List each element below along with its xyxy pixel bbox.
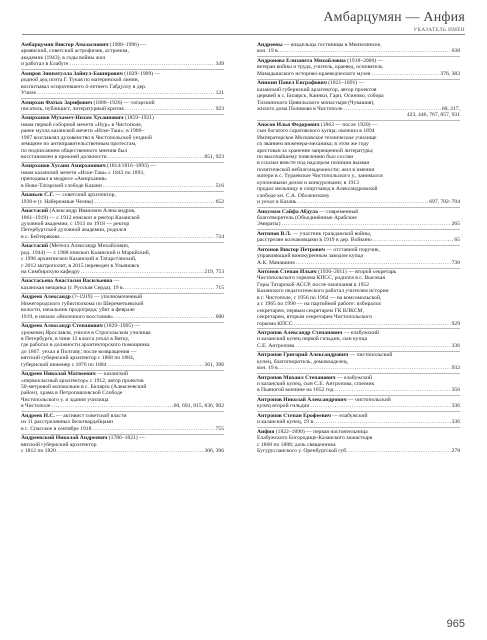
entry-line-text: [257, 260, 295, 266]
entry-text: сын богатого саратовского купца; окончил в 1894: [257, 128, 375, 135]
index-entry: [21, 192, 224, 205]
entry-text: духовной академии, с 1913 по 1918 — ректор: [21, 220, 130, 227]
index-entry: [21, 71, 224, 97]
entry-text: — активист советской власти: [54, 412, 127, 419]
page-reference: 516: [215, 182, 224, 189]
dot-leader: [108, 154, 204, 160]
entry-text: (1930–2011) — второй секретарь: [316, 269, 397, 275]
page-reference: 65: [454, 237, 460, 244]
index-entry: [21, 100, 224, 113]
entry-text: в Пьяногой кончине на 1852 год: [257, 387, 334, 394]
entry-name: Андреев Николай Матвеевич: [21, 371, 96, 378]
dot-leader: [125, 106, 215, 112]
dot-leader: [125, 285, 215, 291]
entry-last-line: [21, 426, 224, 432]
index-entry: [21, 413, 224, 432]
dot-leader: [297, 199, 428, 205]
entry-text: имам казанской мечети «Иске-Таш» с 1843 по 1893,: [21, 169, 145, 176]
page-reference: 755: [215, 425, 224, 432]
entry-last-line: [257, 387, 460, 393]
dot-leader: [37, 90, 215, 96]
entry-line-text: [21, 269, 80, 275]
page-reference: 361, 396: [204, 361, 224, 368]
entry-text: 1861–1919) — с 1912 епископ и ректор Казанской: [21, 214, 140, 221]
entry-line-text: [21, 403, 50, 409]
entry-last-line: [257, 260, 460, 266]
page-reference: 60, 217,: [441, 105, 460, 112]
entry-text: — отставной поручик,: [325, 246, 381, 253]
entry-name: Андреевский Николай Андреевич: [21, 435, 108, 442]
entry-text: арестован за хранение запрещенной литературы;: [257, 147, 374, 154]
dot-leader: [316, 419, 451, 425]
entry-text: жилого дома Поливова в Чистополе: [257, 105, 343, 112]
dot-leader: [295, 343, 450, 349]
entry-text: армянский, советский астрофизик, астроном,: [21, 48, 129, 55]
page-reference: 929: [451, 320, 460, 327]
entry-name: Антипов В.Л.: [257, 230, 292, 237]
entry-last-line: [21, 90, 224, 96]
entry-text: с 1868 по 1888; дочь священника: [257, 441, 336, 448]
entry-name: Андреевы: [257, 42, 283, 48]
page-reference: 60, 691, 815, 836, 902: [173, 403, 224, 410]
dot-leader: [280, 365, 451, 371]
page-reference: 715: [215, 284, 224, 291]
index-entry: [21, 208, 224, 240]
entry-line-text: [257, 106, 342, 112]
entry-last-line: [21, 234, 224, 240]
entry-text: (1918–2000) —: [345, 57, 384, 64]
entry-line-text: [21, 448, 56, 454]
entry-text: воспитывал осиротевшего 4-летнего Габдуллу в дер.: [21, 83, 147, 90]
dot-leader: [281, 221, 450, 227]
entry-text: управляющий винокуренным заводом купца: [257, 253, 364, 260]
entry-line-text: [257, 48, 279, 54]
entry-text: (1859–1921): [123, 115, 154, 122]
page-reference: 336: [451, 342, 460, 349]
dot-leader: [334, 387, 450, 393]
entry-text: секретарем, первым секретарем ГК ВЛКСМ,: [257, 307, 364, 314]
index-entry: [257, 122, 460, 206]
entry-text: (Александр Иванович Александров,: [48, 208, 136, 215]
dot-leader: [296, 260, 451, 266]
index-entry: [21, 42, 224, 68]
entry-text: Тихвинского Цивильского монастыря (Чувашия),: [257, 99, 375, 106]
entry-text: имам первой соборной мечети «Нур» в Чистополе,: [21, 121, 143, 128]
entry-text: академик (1943), в годы войны жил: [21, 54, 106, 61]
entry-text: вятский губернский архитектор с 1868 по 1884,: [21, 355, 135, 362]
entry-last-line: [21, 154, 224, 160]
entry-text: купец, благотворитель, домовладелец,: [257, 358, 348, 365]
dot-leader: [57, 448, 204, 454]
entry-name: Анастасьева Анастасия Васильевна: [21, 278, 113, 285]
page-reference: 121: [215, 90, 224, 97]
entry-line-text: [21, 90, 36, 96]
page-reference: 724: [215, 233, 224, 240]
entry-name: Антонов Виктор Петрович: [257, 246, 326, 253]
entry-line-text: [21, 314, 113, 320]
index-entry: [257, 58, 460, 77]
entry-text: кон. 19 в.: [257, 365, 280, 372]
index-entry: [257, 375, 460, 394]
dot-leader: [94, 199, 214, 205]
entry-line-text: [257, 419, 315, 425]
entry-line-text: [257, 71, 370, 77]
entry-text: Бугурусланского у. Оренбургской губ.: [257, 447, 348, 454]
entry-last-line: [21, 269, 224, 275]
entry-text: 1930-е (г. Набережные Челны): [21, 198, 94, 205]
entry-text: казанский губернский архитектор, автор проектов: [257, 86, 377, 93]
index-entry: [21, 294, 224, 320]
index-entry: [21, 435, 224, 454]
entry-text: род. 1944) — с 1988 епископ Казанский и Марийский,: [21, 249, 151, 256]
entry-text: преподавал в медресе «Амирхания»: [21, 176, 107, 183]
entry-text: — чистопольский: [346, 396, 391, 403]
page-reference: 336: [451, 419, 460, 426]
page-reference: 265: [451, 221, 460, 228]
entry-line-text: [21, 183, 102, 189]
entry-text: с 1996 архиепископ Казанский и Татарстанский,: [21, 256, 137, 263]
entry-line-text: [21, 61, 68, 67]
entry-text: казанская мещанка (г. Русская Серда), 19 в.: [21, 284, 124, 291]
entry-last-line: [21, 183, 224, 189]
entry-text: — советский архитектор,: [53, 192, 116, 199]
entry-text: Нижегородского губисполкома по Шереметьевской: [21, 300, 144, 307]
entry-text: и казанский купец, 19 в.: [257, 419, 315, 426]
index-entry: [257, 330, 460, 349]
entry-text: — современный: [317, 208, 359, 215]
entry-text: и казанский купец, сын С.Е. Антропова, спичник: [257, 381, 375, 387]
page-reference: 923: [215, 105, 224, 112]
index-column-right: [257, 42, 460, 454]
entry-text: 1907 возглавлял духовенство в Чистопольской уездной: [21, 134, 152, 141]
entry-last-line: [21, 199, 224, 205]
entry-text: с 2012 митрополит, в 2015 переведен в Ульяновск: [21, 262, 140, 269]
entry-text: (1908–1996) —: [108, 42, 146, 48]
entry-text: —: [112, 278, 120, 285]
entry-name: Антропов Григорий Александрович: [257, 352, 349, 359]
entry-text: где работал в должности архитекторского помощника: [21, 342, 150, 349]
entry-line-text: [21, 362, 106, 368]
entry-text: вятский губернский архитектор: [21, 441, 97, 448]
entry-text: из 11 расстрелянных белогвардейцами: [21, 419, 113, 426]
dot-leader: [69, 61, 214, 67]
entry-text: писатель, публицист, литературный критик: [21, 105, 125, 112]
page-reference: 356: [451, 387, 460, 394]
entry-line-text: [257, 221, 280, 227]
entry-text: купец второй гильдии: [257, 403, 310, 410]
page-number: 965: [446, 618, 465, 630]
entry-text: в с. Спасское в сентябре 1918: [21, 425, 92, 432]
entry-text: (1886–1926) — татарский: [92, 99, 155, 106]
entry-text: со званием инженера-механика; в этом же году: [257, 141, 369, 148]
running-title: Амбарцумян — Анфия: [323, 10, 465, 25]
index-entry: [21, 323, 224, 368]
entry-name: Андреев Александр Степанович: [21, 323, 103, 330]
entry-text: до 1867, уехал в Полтаву; после возвращения —: [21, 348, 137, 355]
entry-text: Елабужского Богородице-Казанского монастыря: [257, 435, 373, 442]
page-header: [0, 0, 487, 34]
entry-line-text: [21, 154, 107, 160]
index-entry: [257, 352, 460, 371]
entry-text: Чистопольского горкома КПСС, родился в с. Высокая: [257, 275, 385, 282]
entry-last-line: [257, 199, 460, 205]
entry-last-line: [21, 448, 224, 454]
dot-leader: [349, 448, 451, 454]
entry-text: ранее мулла казанской мечети «Иске-Таш»; в 1906–: [21, 128, 145, 135]
entry-text: — елабужский: [331, 412, 368, 419]
entry-name: Андреев Н.С.: [21, 412, 55, 419]
entry-text: А.К. Манашина: [257, 259, 295, 266]
entry-text: продал мельницу и спиртзавод в Александровской: [257, 186, 378, 193]
entry-text: С.Е. Антропова: [257, 342, 295, 349]
entry-last-line: [257, 419, 460, 425]
dot-leader: [61, 234, 215, 240]
entry-text: — участник гражданской войны,: [291, 230, 372, 237]
entry-line-text: [257, 237, 372, 243]
entry-text: (1814/1816–1893) —: [105, 163, 156, 170]
section-label: УКАЗАТЕЛЬ ИМЕН: [413, 27, 465, 33]
entry-last-line: [21, 362, 224, 368]
dot-leader: [373, 237, 453, 243]
entry-text: в Ново-Татарской слободе Казани: [21, 182, 102, 189]
page-reference: 730: [451, 259, 460, 266]
entry-name: Ананьев С.Г.: [21, 192, 54, 199]
entry-text: и работал в Елабуге: [21, 61, 69, 68]
entry-text: 1919, в начале «Вилочного восстания»: [21, 313, 114, 320]
entry-text: Училе: [21, 90, 37, 97]
index-column-left: [21, 42, 224, 454]
entry-text: с 1812 по 1820: [21, 447, 56, 454]
index-entry: [21, 278, 224, 291]
index-entry: [21, 115, 224, 160]
entry-text: Петербургской духовной академии, родился: [21, 227, 127, 234]
entry-last-line: [257, 71, 460, 77]
index-entry: [257, 42, 460, 55]
entry-line-text: [21, 285, 124, 291]
page-reference: 697, 702–704: [429, 199, 460, 206]
entry-text: Чистопольского у. и здания училища: [21, 396, 109, 403]
entry-line-text: [257, 448, 348, 454]
entry-name: Амбарцумян Виктор Амазаспович: [21, 42, 109, 48]
entry-text: «первокласный архитектор» с 1912, автор проектов: [21, 377, 144, 384]
dot-leader: [51, 403, 172, 409]
entry-name: Анастасий: [21, 243, 49, 250]
entry-text: кон. 19 в.: [257, 48, 280, 55]
entry-name: Антропов Степан Ерофеевич: [257, 412, 331, 419]
entry-text: 50-метровой колокольни в с. Билярск (Алексеевский: [21, 384, 147, 390]
page-reference: 219, 753: [204, 269, 224, 275]
dot-leader: [92, 426, 214, 432]
entry-name: Анкумам Сайфа Абдула: [257, 208, 318, 215]
entry-line-text: [257, 199, 296, 205]
index-entry: [257, 397, 460, 410]
entry-text: родной дед поэта Г. Тукая по материнской линии,: [21, 77, 140, 84]
entry-text: (1822–1890) — первая настоятельница: [274, 428, 368, 435]
entry-text: в г. Чистополе, с 1956 по 1964 — на комсомольской,: [257, 294, 382, 301]
page-reference: 349: [215, 61, 224, 68]
entry-name: Амирханов Мухамет-Низам Хусаинович: [21, 115, 124, 122]
entry-last-line: [257, 343, 460, 349]
index-entry: [21, 371, 224, 410]
dot-leader: [103, 183, 215, 189]
entry-last-line: [257, 48, 460, 54]
index-entry: [257, 413, 460, 426]
dot-leader: [81, 269, 204, 275]
entry-last-line: [257, 237, 460, 243]
entry-text: губернский инженер с 1876 по 1884: [21, 361, 107, 368]
entry-line-text: [257, 365, 279, 371]
entry-text: и казанский купец первой гильдии, сын купца: [257, 336, 367, 343]
entry-name: Антропов Михаил Степанович: [257, 374, 336, 381]
entry-name: Андреев Александр: [21, 294, 71, 301]
entry-text: восстановлен в прежней должности: [21, 154, 107, 160]
entry-name: Аносов Илья Федорович: [257, 121, 320, 128]
entry-line-text: [257, 321, 293, 327]
entry-last-line: [257, 106, 460, 112]
entry-line-text: [257, 343, 294, 349]
entry-line-text: [257, 403, 309, 409]
entry-name: Андронова Елизавета Михайловна: [257, 57, 346, 64]
entry-text: (1829–1909) —: [122, 70, 161, 77]
header-rule: [22, 34, 465, 35]
entry-last-line: [21, 285, 224, 291]
entry-name: Антропов Николай Александрович: [257, 396, 347, 403]
entry-text: на Симбирскую кафедру: [21, 269, 80, 275]
page-reference: 336: [451, 403, 460, 410]
entry-text: а с 1965 по 1990 — на партийной работе: избирался: [257, 301, 381, 308]
entry-text: матери в с. Тураевское Чистопольского у., занимался: [257, 173, 383, 180]
index-entry: [257, 231, 460, 244]
dot-leader: [114, 314, 215, 320]
entry-name: Анастасий: [21, 208, 49, 215]
entry-text: волости, начальник продотряда; убит в феврале: [21, 307, 135, 314]
entry-last-line: [257, 403, 460, 409]
entry-text: — елабужский: [342, 329, 379, 336]
entry-last-line: [257, 321, 460, 327]
entry-text: секретарем, вторым секретарем Чистопольского: [257, 314, 373, 321]
entry-line-text: [257, 387, 333, 393]
entry-name: Амирхан Фатых Зарифович: [21, 99, 93, 106]
entry-last-line: [257, 221, 460, 227]
entry-text: Эмираты): [257, 221, 281, 228]
entry-name: Анфия: [257, 428, 275, 435]
entry-text: в с. Бейтерякова: [21, 233, 60, 240]
entry-text: церквей в с. Билярск, Каинки, Гари, Осиново, собора: [257, 93, 384, 100]
entry-text: благотворитель (Объединённые Арабские: [257, 214, 357, 221]
dot-leader: [280, 48, 451, 54]
index-entry: [257, 247, 460, 266]
entry-last-line: [21, 403, 224, 409]
entry-line-text: [21, 106, 124, 112]
entry-text: (1863 — после 1920) —: [319, 121, 378, 128]
index-entry: [257, 80, 460, 119]
entry-text: в Чистополе: [21, 403, 51, 410]
entry-text: расстрелян колчаковцами в 1919 в дер. Войкино: [257, 237, 372, 244]
entry-text: земщине по антиправительственным протестам,: [21, 141, 137, 148]
entry-text: — елабужский: [335, 374, 373, 381]
entry-text: район), храма в Петропавловской Слободе: [21, 390, 123, 397]
dot-leader: [310, 403, 450, 409]
entry-text: (?–1919) — уполномоченный: [70, 294, 143, 301]
entry-text: — владельцы гостиницы в Мензелинске,: [282, 42, 382, 48]
entry-text: (1821–1891) —: [326, 80, 365, 87]
entry-name: Амирханов Хусаин Амирханович: [21, 163, 106, 170]
entry-text: ветеран войны и труда, учитель, краевед, основатель: [257, 64, 383, 71]
dot-leader: [343, 106, 440, 112]
entry-name: Аникин Павел Евграфович: [257, 80, 327, 87]
entry-text: в ссылки вместе под надзором полиции вызван: [257, 160, 370, 167]
entry-text: Горы Татарской АССР, после окончания в 1952: [257, 281, 370, 288]
entry-text: политической неблагонадежности; жил в имении: [257, 166, 375, 173]
dot-leader: [294, 321, 451, 327]
entry-last-line: [257, 448, 460, 454]
entry-text: (1786–1821) —: [107, 435, 145, 442]
index-entry: [257, 429, 460, 455]
entry-last-line: [21, 61, 224, 67]
page-reference: 278: [451, 447, 460, 454]
entry-line-text: [21, 199, 93, 205]
page-reference: 376, 383: [440, 70, 460, 77]
dot-leader: [107, 362, 203, 368]
page-reference: 932: [451, 365, 460, 372]
page-reference: 652: [215, 198, 224, 205]
entry-text: слободе кн. С.А. Оболенскому: [257, 192, 330, 199]
entry-last-line: [21, 106, 224, 112]
entry-text: уроженец Ярославля, учился в Строгальском училище: [21, 329, 151, 336]
index-entry: [21, 243, 224, 275]
page-reference: 851, 923: [204, 154, 224, 160]
entry-text: — чистопольский: [348, 352, 393, 359]
entry-text: (Метелл Александр Михайлович,: [48, 243, 130, 250]
entry-text: Императорское Московское техническое училище: [257, 134, 377, 141]
index-entry: [257, 209, 460, 228]
index-entry: [21, 163, 224, 189]
entry-line-text: [21, 234, 60, 240]
entry-last-line: [257, 365, 460, 371]
index-entry: [257, 269, 460, 327]
page-reference: 638: [451, 48, 460, 55]
entry-text: горкома КПСС: [257, 320, 293, 327]
entry-name: Амиров Зиннатулла Зайнул-Баширович: [21, 70, 123, 77]
entry-name: Антропов Александр Степанович: [257, 329, 343, 336]
dot-leader: [371, 71, 439, 77]
entry-text: Мамадышского историко-краеведческого музея: [257, 70, 371, 77]
page-reference: 306, 396: [204, 447, 224, 454]
entry-name: Антонов Степан Ильич: [257, 269, 317, 275]
entry-text: (1829–1905) —: [102, 323, 141, 330]
entry-text: — казанский: [95, 371, 129, 378]
entry-line-text: [21, 426, 91, 432]
entry-text: и уехал в Казань: [257, 199, 297, 206]
entry-text: по высочайшему повелению был сослан: [257, 154, 354, 160]
page-reference-continued: 423, 446, 767, 857, 931: [406, 112, 460, 119]
page-reference: 680: [215, 313, 224, 320]
entry-text: в Петербурге, в чине 12 класса уехал в Вятку,: [21, 335, 130, 342]
entry-text: купоновыми делом и конкурсными; в 1913: [257, 179, 359, 186]
entry-text: Казанского педагогического работал учителем истории: [257, 288, 389, 295]
entry-last-line: [21, 314, 224, 320]
entry-text: по подписанием общественного мнения был: [21, 147, 128, 154]
